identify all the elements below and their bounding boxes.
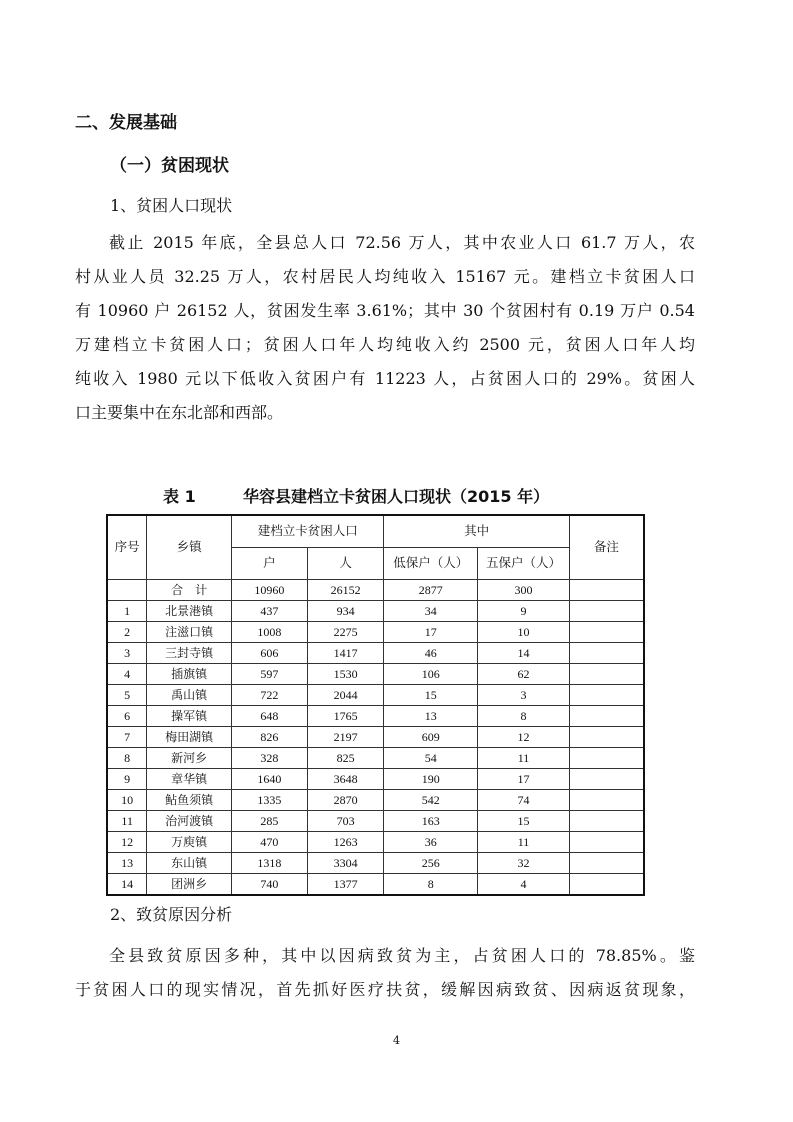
cell-remark: [569, 832, 644, 853]
paragraph-line: 口主要集中在东北部和西部。: [75, 403, 284, 422]
cell-seq: 11: [107, 811, 147, 832]
table-row: [107, 790, 644, 811]
cell-dibao: 13: [384, 706, 478, 727]
cell-remark: [569, 706, 644, 727]
header-persons: 人: [307, 548, 384, 580]
cell-persons: 3648: [307, 769, 384, 790]
cell-town: 东山镇: [147, 853, 232, 874]
cell-dibao: 609: [384, 727, 478, 748]
cell-dibao: 190: [384, 769, 478, 790]
cell-dibao: 15: [384, 685, 478, 706]
cell-persons: 1377: [307, 874, 384, 896]
table-row: [107, 643, 644, 664]
cell-town: 新河乡: [147, 748, 232, 769]
header-registered: 建档立卡贫困人口: [231, 515, 383, 548]
cell-dibao: 256: [384, 853, 478, 874]
header-among: 其中: [384, 515, 569, 548]
cell-wubao: 74: [478, 790, 570, 811]
cell-dibao: 46: [384, 643, 478, 664]
cell-seq: 9: [107, 769, 147, 790]
cell-persons: 3304: [307, 853, 384, 874]
paragraph-line: 截止 2015 年底，全县总人口 72.56 万人，其中农业人口 61.7 万人，农: [109, 233, 695, 252]
table-row: [107, 874, 644, 896]
cell-households: 1008: [231, 622, 307, 643]
cell-seq: 13: [107, 853, 147, 874]
cell-wubao: 11: [478, 832, 570, 853]
cell-households: 597: [231, 664, 307, 685]
cell-persons: 1530: [307, 664, 384, 685]
cell-households: 1335: [231, 790, 307, 811]
cell-persons: 825: [307, 748, 384, 769]
cell-households: 285: [231, 811, 307, 832]
cell-town: 治河渡镇: [147, 811, 232, 832]
cell-remark: [569, 643, 644, 664]
paragraph-causes: [75, 939, 695, 1007]
cell-remark: [569, 664, 644, 685]
item1-heading: 1、贫困人口现状: [110, 196, 233, 215]
cell-seq: 1: [107, 601, 147, 622]
cell-households: 1640: [231, 769, 307, 790]
cell-households: 740: [231, 874, 307, 896]
cell-households: 826: [231, 727, 307, 748]
cell-dibao: 17: [384, 622, 478, 643]
cell-wubao: 3: [478, 685, 570, 706]
cell-seq: 7: [107, 727, 147, 748]
table-caption-title: 华容县建档立卡贫困人口现状（2015 年）: [243, 487, 550, 506]
cell-remark: [569, 853, 644, 874]
cell-remark: [569, 811, 644, 832]
table-row: [107, 685, 644, 706]
cell-town: 注滋口镇: [147, 622, 232, 643]
total-households: 10960: [231, 580, 307, 601]
cell-dibao: 163: [384, 811, 478, 832]
cell-persons: 1765: [307, 706, 384, 727]
table-row: [107, 853, 644, 874]
table-row: [107, 622, 644, 643]
total-remark: [569, 580, 644, 601]
table-row: [107, 748, 644, 769]
total-label: 合 计: [147, 580, 232, 601]
cell-remark: [569, 769, 644, 790]
cell-dibao: 8: [384, 874, 478, 896]
cell-persons: 703: [307, 811, 384, 832]
total-seq: [107, 580, 147, 601]
table-row: [107, 601, 644, 622]
header-households: 户: [231, 548, 307, 580]
cell-seq: 5: [107, 685, 147, 706]
cell-persons: 934: [307, 601, 384, 622]
cell-dibao: 54: [384, 748, 478, 769]
cell-town: 万庾镇: [147, 832, 232, 853]
cell-wubao: 12: [478, 727, 570, 748]
cell-seq: 4: [107, 664, 147, 685]
cell-dibao: 34: [384, 601, 478, 622]
cell-wubao: 9: [478, 601, 570, 622]
table-row: [107, 727, 644, 748]
cell-dibao: 106: [384, 664, 478, 685]
cell-wubao: 32: [478, 853, 570, 874]
cell-remark: [569, 727, 644, 748]
cell-persons: 1417: [307, 643, 384, 664]
item2-heading: 2、致贫原因分析: [110, 905, 233, 924]
paragraph-line: 全县致贫原因多种，其中以因病致贫为主，占贫困人口的 78.85%。鉴: [109, 946, 695, 965]
subsection-heading: （一）贫困现状: [110, 156, 229, 176]
cell-households: 722: [231, 685, 307, 706]
cell-households: 606: [231, 643, 307, 664]
cell-dibao: 542: [384, 790, 478, 811]
paragraph-line: 于贫困人口的现实情况，首先抓好医疗扶贫，缓解因病致贫、因病返贫现象，: [75, 980, 695, 999]
table-row: [107, 832, 644, 853]
header-seq: 序号: [107, 515, 147, 580]
table-row: [107, 664, 644, 685]
total-persons: 26152: [307, 580, 384, 601]
cell-wubao: 8: [478, 706, 570, 727]
cell-households: 328: [231, 748, 307, 769]
paragraph-line: 村从业人员 32.25 万人，农村居民人均纯收入 15167 元。建档立卡贫困人口: [75, 267, 695, 286]
header-wubao: 五保户（人）: [478, 548, 570, 580]
cell-wubao: 17: [478, 769, 570, 790]
cell-remark: [569, 790, 644, 811]
section-heading: 二、发展基础: [75, 113, 177, 133]
header-town: 乡镇: [147, 515, 232, 580]
cell-wubao: 15: [478, 811, 570, 832]
cell-remark: [569, 601, 644, 622]
cell-remark: [569, 748, 644, 769]
cell-households: 437: [231, 601, 307, 622]
cell-seq: 14: [107, 874, 147, 896]
cell-seq: 2: [107, 622, 147, 643]
cell-seq: 3: [107, 643, 147, 664]
cell-town: 团洲乡: [147, 874, 232, 896]
paragraph-line: 有 10960 户 26152 人，贫困发生率 3.61%；其中 30 个贫困村有 0.19 万户 0.54: [75, 301, 695, 320]
page-number: 4: [393, 1034, 400, 1047]
cell-town: 插旗镇: [147, 664, 232, 685]
cell-households: 1318: [231, 853, 307, 874]
cell-wubao: 11: [478, 748, 570, 769]
cell-town: 鲇鱼须镇: [147, 790, 232, 811]
total-dibao: 2877: [384, 580, 478, 601]
cell-households: 648: [231, 706, 307, 727]
cell-town: 三封寺镇: [147, 643, 232, 664]
cell-households: 470: [231, 832, 307, 853]
cell-remark: [569, 685, 644, 706]
cell-persons: 2197: [307, 727, 384, 748]
cell-persons: 2870: [307, 790, 384, 811]
table-caption-number: 表 1: [163, 487, 196, 506]
paragraph-line: 万建档立卡贫困人口；贫困人口年人均纯收入约 2500 元，贫困人口年人均: [75, 335, 695, 354]
cell-persons: 1263: [307, 832, 384, 853]
cell-seq: 8: [107, 748, 147, 769]
paragraph-poverty-status: [75, 226, 695, 430]
table-total-row: [107, 580, 644, 601]
cell-town: 北景港镇: [147, 601, 232, 622]
cell-seq: 12: [107, 832, 147, 853]
cell-wubao: 4: [478, 874, 570, 896]
cell-remark: [569, 622, 644, 643]
table-row: [107, 811, 644, 832]
cell-wubao: 62: [478, 664, 570, 685]
cell-town: 禹山镇: [147, 685, 232, 706]
header-dibao: 低保户（人）: [384, 548, 478, 580]
cell-town: 梅田湖镇: [147, 727, 232, 748]
paragraph-line: 纯收入 1980 元以下低收入贫困户有 11223 人，占贫困人口的 29%。贫困人: [75, 369, 695, 388]
cell-seq: 10: [107, 790, 147, 811]
table-row: [107, 769, 644, 790]
cell-town: 章华镇: [147, 769, 232, 790]
cell-remark: [569, 874, 644, 896]
cell-wubao: 10: [478, 622, 570, 643]
poverty-table: [106, 514, 645, 896]
cell-persons: 2275: [307, 622, 384, 643]
cell-seq: 6: [107, 706, 147, 727]
cell-wubao: 14: [478, 643, 570, 664]
header-remark: 备注: [569, 515, 644, 580]
table-row: [107, 706, 644, 727]
table-header-row: [107, 515, 644, 548]
cell-dibao: 36: [384, 832, 478, 853]
cell-town: 操军镇: [147, 706, 232, 727]
cell-persons: 2044: [307, 685, 384, 706]
total-wubao: 300: [478, 580, 570, 601]
